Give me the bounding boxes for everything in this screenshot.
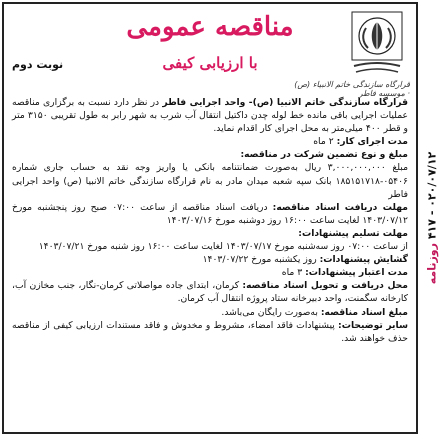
validity-value: ۳ ماه	[281, 267, 306, 279]
intro-paragraph	[12, 96, 408, 135]
notice-body	[12, 96, 408, 345]
place-row	[12, 279, 408, 305]
validity-row	[12, 266, 408, 279]
submit-label: مهلت تسلیم پیشنهادات:	[298, 227, 408, 239]
receive-label: مهلت دریافت اسناد مناقصه:	[272, 201, 408, 213]
side-caption	[426, 152, 439, 285]
other-label: سایر توضیحات:	[338, 319, 408, 331]
fee-label: مبلغ اسناد مناقصه:	[320, 306, 408, 318]
duration-label: مدت اجرای کار:	[336, 136, 408, 148]
opening-value: روز یکشنبه مورخ ۱۴۰۳/۰۷/۲۲	[202, 254, 320, 266]
submit-text: از ساعت ۰۷:۰۰ روز سه‌شنبه مورخ ۱۴۰۳/۰۷/۱۷ لغایت ساعت ۱۶:۰۰ روز شنبه مورخ ۱۴۰۳/۰۷/۲۱	[38, 241, 408, 253]
other-value: پیشنهادات فاقد امضاء، مشروط و مخدوش و فاقد مستندات ارزیابی کیفی از مناقصه حذف خواهند شد.	[12, 319, 408, 344]
submit-heading	[12, 227, 408, 240]
place-value: کرمان، ابتدای جاده مواصلاتی کرمان-نگار، جنب مخازن آب، کارخانه سگمنت، واحد دبیرخانه ستاد پروژه انتقال آب کرمان.	[12, 280, 408, 305]
opening-label: گشایش پیشنهادات:	[319, 254, 408, 266]
duration-row	[12, 135, 408, 148]
guarantee-text: مبلغ ۳,۰۰۰,۰۰۰,۰۰۰ ریال به‌صورت ضمانتنامه بانکی یا واریز وجه نقد به حساب جاری شماره ۰۵۴۰۶-۱۸۵۱۵۱۷۱۸ بانک سپه شعبه میدان مادر به نام قرارگاه سازندگی خاتم الانبیا (ص) واحد اجرایی فاطر	[12, 162, 408, 200]
intro-text: در نظر دارد نسبت به برگزاری مناقصه عملیات اجرایی باقی مانده خط لوله چدن داکتیل انتقال آب شرب به شهر رابر به طول تقریبی ۳۱۵۰ متر و قطر ۴۰۰ میلی‌متر به محل اجرای کار اقدام نماید.	[12, 97, 409, 135]
other-row	[12, 319, 408, 345]
fee-value: به‌صورت رایگان می‌باشد.	[221, 306, 321, 318]
guarantee-label: مبلغ و نوع تضمین شرکت در مناقصه:	[240, 149, 408, 161]
validity-label: مدت اعتبار پیشنهادات:	[305, 267, 408, 279]
round-label: نوبت دوم	[12, 58, 64, 71]
side-strip	[419, 2, 445, 434]
intro-employer: قرارگاه سازندگی خاتم الانبیا (ص)- واحد اجرایی فاطر	[162, 97, 408, 108]
place-label: محل دریافت و تحویل اسناد مناقصه:	[242, 280, 408, 292]
fee-row	[12, 306, 408, 319]
logo-caption: قرارگاه سازندگی خاتم الانبیاء (ص) · موسسه فاطر	[294, 80, 410, 98]
notice-subtitle: با ارزیابی کیفی	[162, 54, 258, 72]
notice-title: مناقصه عمومی	[126, 12, 294, 42]
guarantee-heading	[12, 148, 408, 161]
notice-frame	[2, 2, 418, 434]
side-date: ۰۲۰/۰۷/۱۲ - ۴۱۷	[425, 151, 439, 240]
duration-value: ۲ ماه	[313, 136, 337, 148]
receive-value: دریافت اسناد مناقصه از ساعت ۰۷:۰۰ صبح روز پنجشنبه مورخ ۱۴۰۳/۰۷/۱۲ لغایت ساعت ۱۶:۰۰ روز دوشنبه مورخ ۱۴۰۳/۰۷/۱۶	[12, 201, 408, 226]
opening-row	[12, 253, 408, 266]
receive-row	[12, 201, 408, 227]
side-publication: روزنامه	[425, 243, 439, 285]
